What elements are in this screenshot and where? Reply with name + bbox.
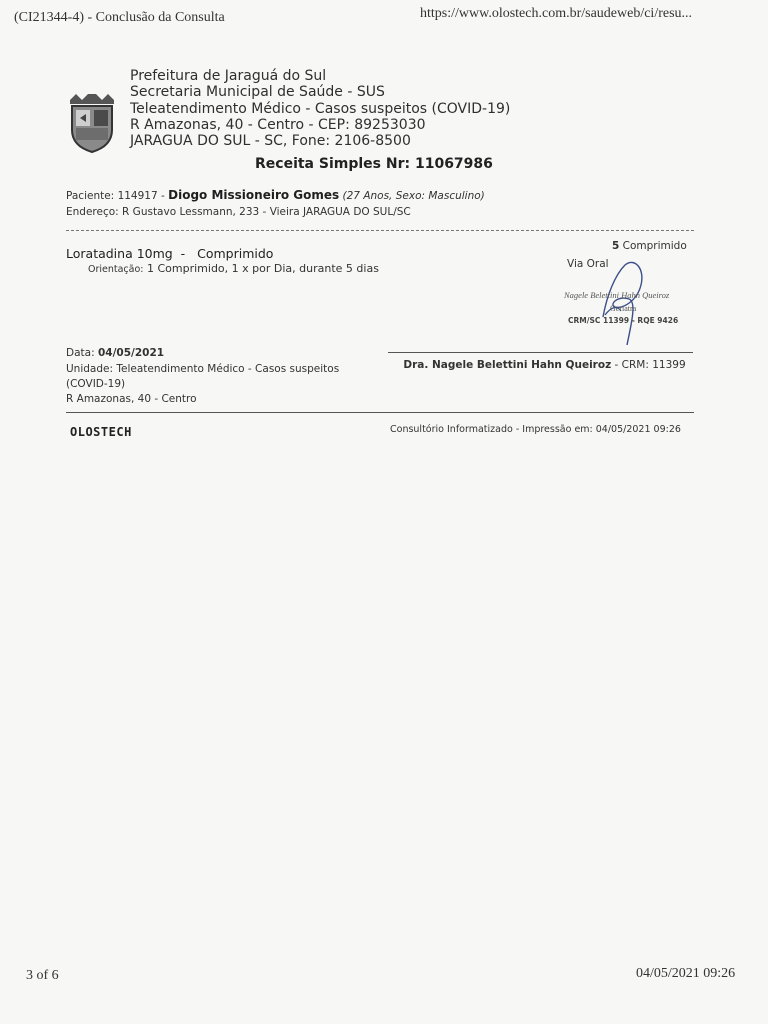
- date-line: [66, 347, 164, 359]
- unit-address: R Amazonas, 40 - Centro: [66, 393, 197, 405]
- header-line-prefeitura: Prefeitura de Jaraguá do Sul: [130, 68, 327, 84]
- header-line-city-phone: JARAGUA DO SUL - SC, Fone: 2106-8500: [130, 133, 411, 150]
- header-line-unit: Teleatendimento Médico - Casos suspeitos (COVID-19): [130, 100, 511, 117]
- prescription-number: Receita Simples Nr: 11067986: [255, 156, 493, 172]
- patient-address-line: [66, 206, 411, 218]
- quantity-unit: Comprimido: [622, 240, 687, 252]
- doctor-signature-block: [392, 358, 697, 372]
- page-counter: 3 of 6: [26, 968, 59, 983]
- patient-line: [66, 188, 485, 202]
- stamp-registration: CRM/SC 11399 - RQE 9426: [568, 316, 679, 325]
- doctor-crm: - CRM: 11399: [614, 359, 686, 371]
- quantity-value: 5: [612, 240, 620, 252]
- unit-text: Unidade: Teleatendimento Médico - Casos suspeitos (COVID-19): [66, 363, 340, 390]
- patient-meta: (27 Anos, Sexo: Masculino): [342, 190, 485, 202]
- institution-header: [130, 68, 510, 149]
- signature-line: [388, 352, 693, 353]
- coat-of-arms-icon: [66, 90, 118, 154]
- patient-id: 114917: [117, 190, 158, 202]
- date-label: Data:: [66, 347, 95, 359]
- browser-url: https://www.olostech.com.br/saudeweb/ci/resu...: [420, 6, 693, 21]
- handwritten-signature-icon: [545, 255, 715, 345]
- orientation-line: [88, 262, 379, 275]
- address-label: Endereço:: [66, 206, 119, 218]
- patient-separator: -: [161, 190, 165, 202]
- patient-label: Paciente:: [66, 190, 115, 202]
- olostech-logo: OLOSTECH: [70, 425, 132, 439]
- date-value: 04/05/2021: [97, 347, 165, 359]
- doctor-name: Dra. Nagele Belettini Hahn Queiroz: [403, 359, 612, 371]
- patient-name: Diogo Missioneiro Gomes: [168, 188, 340, 202]
- stamp-doctor-name: Nagele Belettini Hahn Queiroz: [564, 290, 670, 300]
- print-datetime: 04/05/2021 09:26: [636, 966, 736, 981]
- printed-info: Consultório Informatizado - Impressão em: 04/05/2021 09:26: [390, 424, 681, 435]
- stamp-specialty: Geriatra: [610, 304, 637, 313]
- header-line-secretaria: Secretaria Municipal de Saúde - SUS: [130, 84, 385, 101]
- administration-route: Via Oral: [567, 258, 609, 270]
- orientation-text: 1 Comprimido, 1 x por Dia, durante 5 dias: [147, 262, 379, 275]
- browser-page-title: (CI21344-4) - Conclusão da Consulta: [14, 10, 225, 25]
- patient-address: R Gustavo Lessmann, 233 - Vieira JARAGUA DO SUL/SC: [122, 206, 411, 218]
- footer-divider: [66, 412, 694, 413]
- dashed-divider: [66, 230, 694, 231]
- medication-name: Loratadina 10mg - Comprimido: [66, 246, 274, 261]
- orientation-label: Orientação:: [88, 264, 144, 275]
- quantity: [612, 240, 687, 252]
- header-line-address: R Amazonas, 40 - Centro - CEP: 89253030: [130, 116, 426, 133]
